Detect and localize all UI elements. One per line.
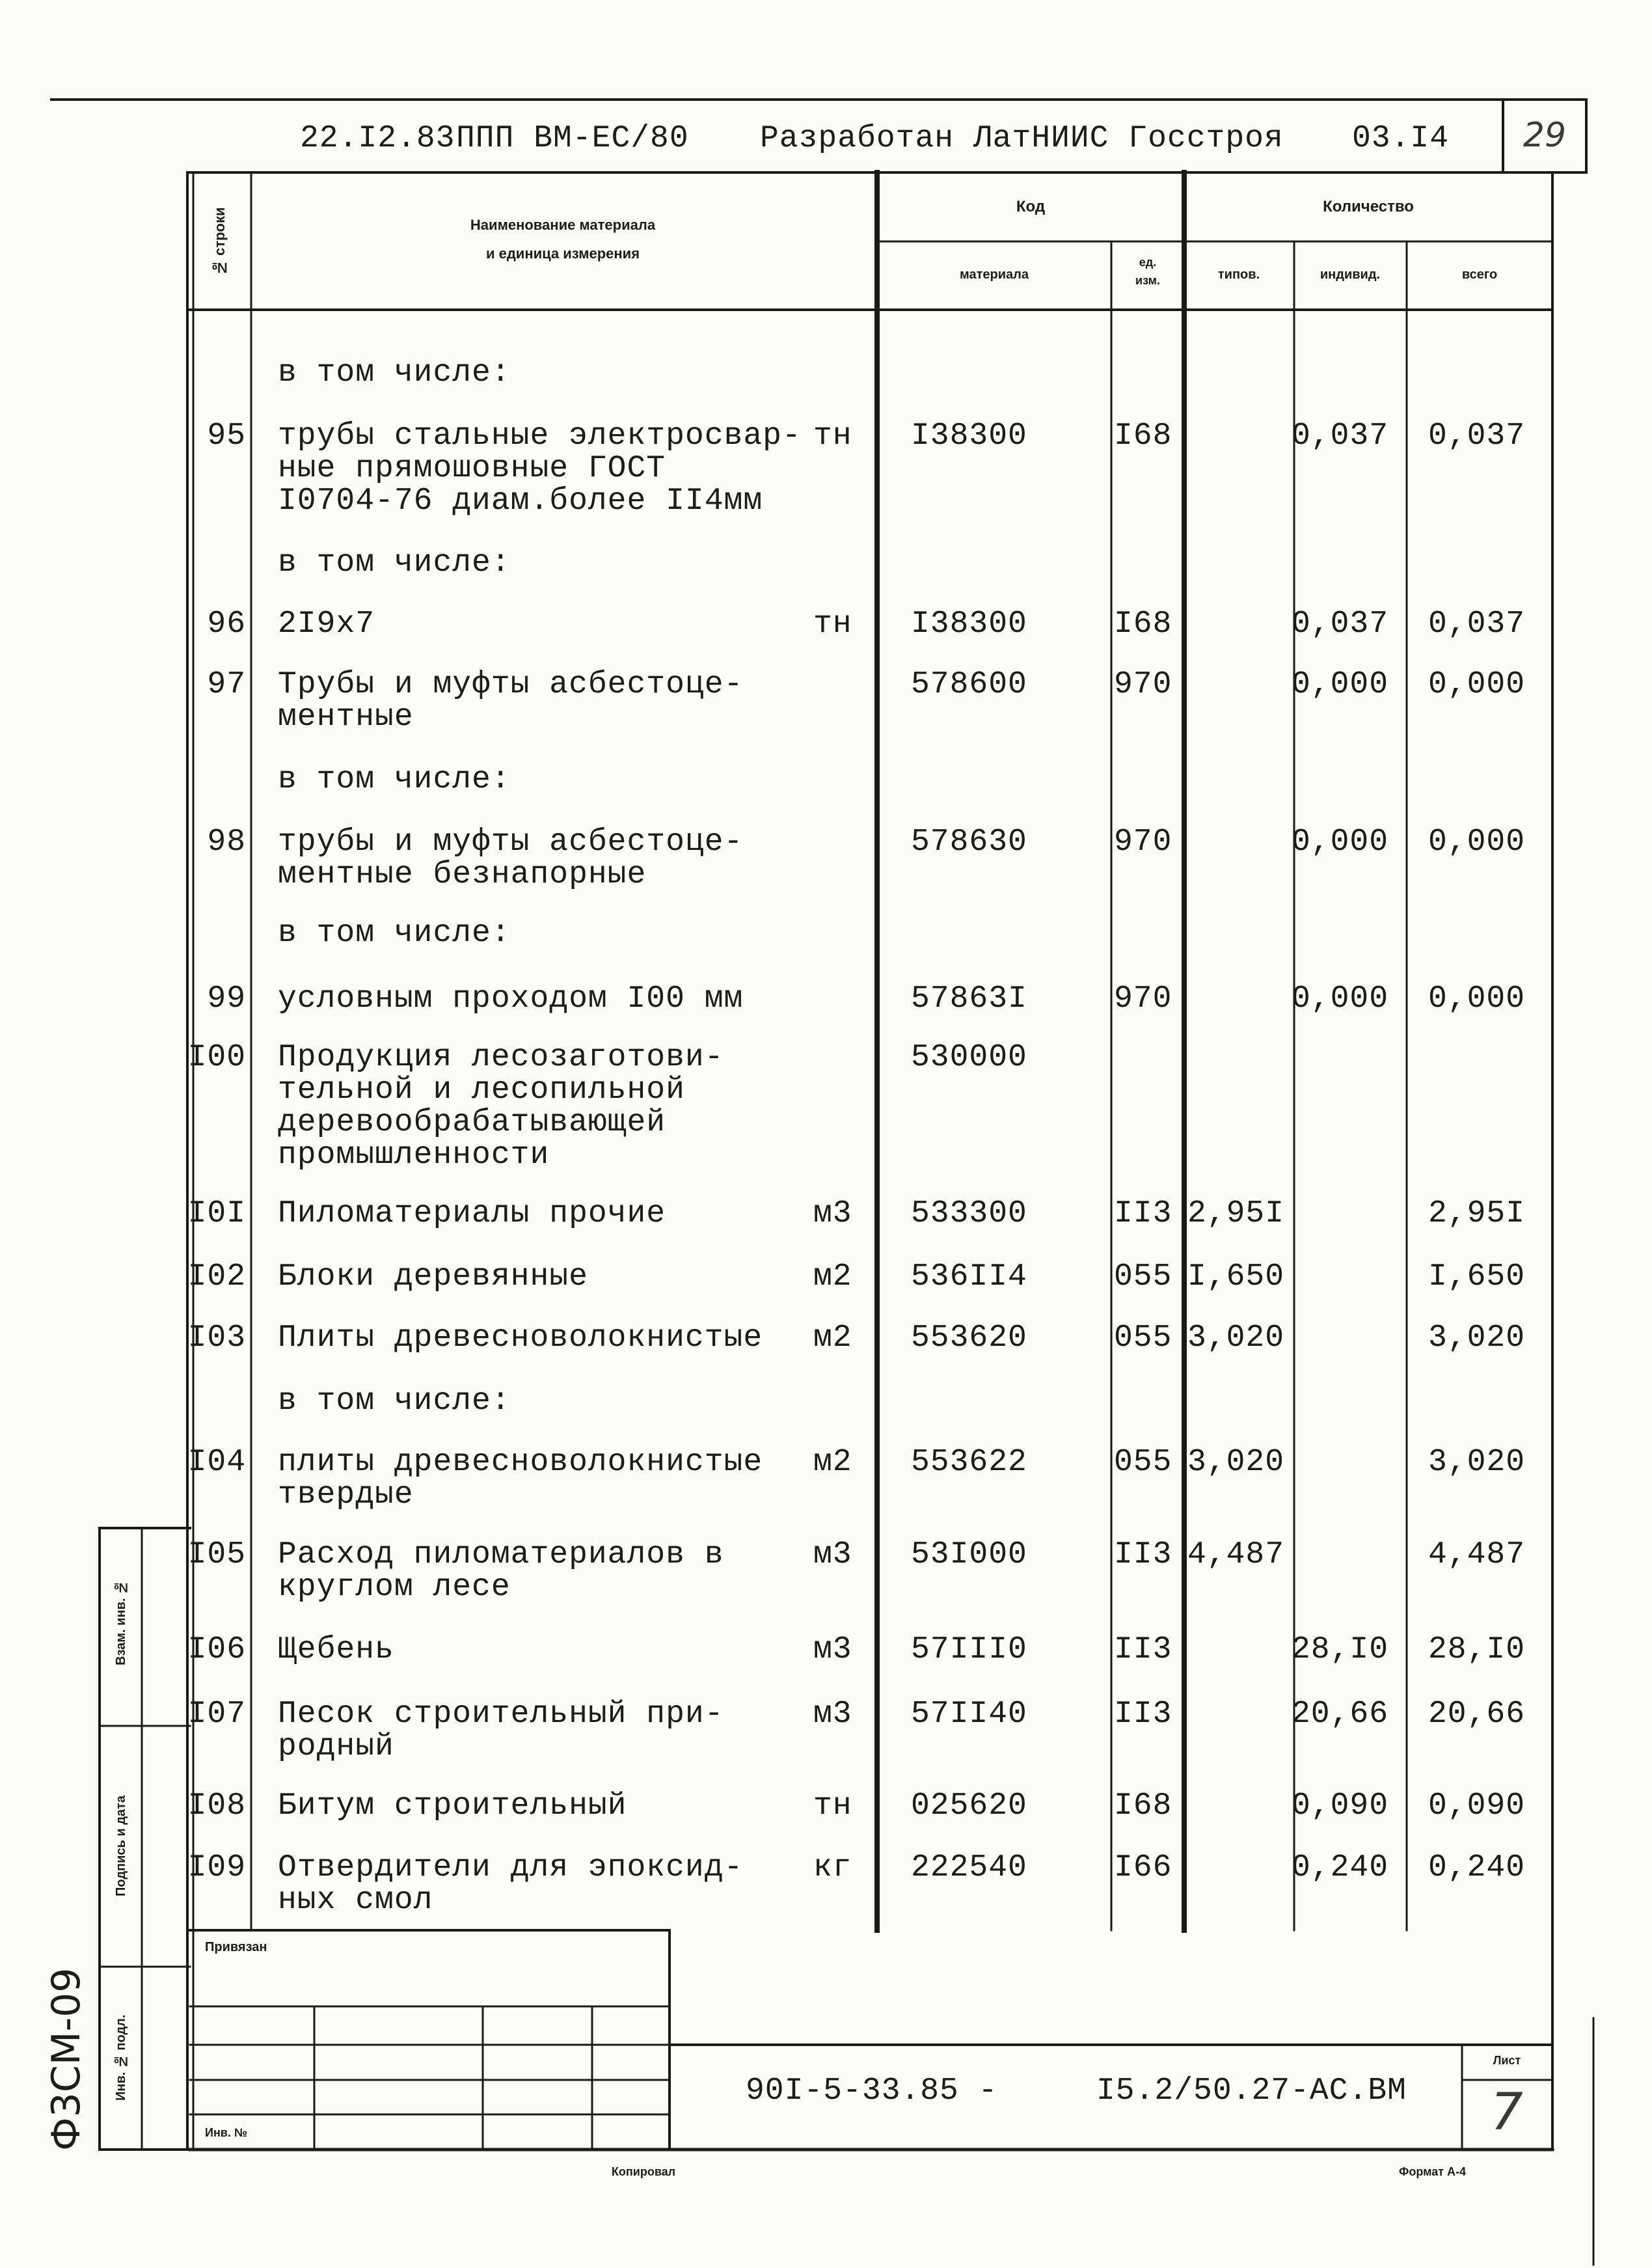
material-code: I38300	[911, 607, 1027, 642]
col-header-typical: типов.	[1217, 267, 1260, 282]
row-number: 99	[207, 981, 246, 1017]
quantity-individual: 28,I0	[1292, 1632, 1389, 1667]
row-number: I09	[187, 1850, 246, 1885]
quantity-total: 0,240	[1428, 1850, 1526, 1885]
material-name-line: ментные безнапорные	[278, 857, 647, 892]
material-name-line: ных смол	[278, 1883, 433, 1918]
row-number: I03	[187, 1320, 246, 1356]
strip-inv-no-orig: Инв. № подл.	[114, 2014, 128, 2101]
quantity-total: 28,I0	[1428, 1632, 1526, 1667]
table-row	[0, 1697, 1652, 1764]
quantity-total: 0,000	[1428, 981, 1526, 1017]
form-code: Ф3СМ-09	[44, 1967, 89, 2151]
row-number: I07	[187, 1697, 246, 1732]
quantity-individual: 0,090	[1292, 1788, 1389, 1824]
col-header-name-line2: и единица измерения	[485, 245, 640, 262]
table-row	[0, 1445, 1652, 1512]
quantity-total: 0,037	[1428, 607, 1526, 642]
material-code: 53I000	[911, 1537, 1027, 1572]
material-code: 57II40	[911, 1697, 1027, 1732]
quantity-total: 0,000	[1428, 667, 1526, 702]
row-number: I04	[187, 1445, 246, 1480]
unit-code: 055	[1114, 1320, 1172, 1356]
material-name-line: плиты древесноволокнистые	[278, 1445, 763, 1480]
unit-code: I66	[1114, 1850, 1172, 1885]
material-name-line: твердые	[278, 1477, 414, 1512]
material-name-line: Отвердители для эпоксид-	[278, 1850, 744, 1885]
unit-of-measure: м3	[813, 1537, 852, 1572]
col-header-total: всего	[1461, 267, 1498, 282]
material-code: 025620	[911, 1788, 1027, 1824]
including-heading-row	[0, 916, 1652, 951]
material-code: I38300	[911, 418, 1027, 454]
col-header-row-number: № строки	[211, 207, 228, 276]
quantity-individual: 0,240	[1292, 1850, 1389, 1885]
quantity-typical: 2,95I	[1187, 1196, 1285, 1231]
material-code: 578600	[911, 667, 1027, 702]
quantity-total: 0,037	[1428, 418, 1526, 454]
quantity-individual: 0,000	[1292, 825, 1389, 860]
material-name-line: круглом лесе	[278, 1570, 511, 1605]
header-date: 22.I2.83	[300, 121, 455, 156]
strip-replace-inv: Взам. инв. №	[114, 1580, 128, 1666]
material-name-line: промышленности	[278, 1138, 550, 1173]
unit-of-measure: м3	[813, 1697, 852, 1732]
material-name-line: родный	[278, 1729, 394, 1764]
material-code: 530000	[911, 1040, 1027, 1075]
material-name-line: Продукция лесозаготови-	[278, 1040, 724, 1075]
table-row	[0, 1632, 1652, 1667]
material-name-line: Битум строительный	[278, 1788, 627, 1824]
quantity-total: 4,487	[1428, 1537, 1526, 1572]
material-code: 536II4	[911, 1259, 1027, 1294]
quantity-total: 0,090	[1428, 1788, 1526, 1824]
material-name-line: трубы и муфты асбестоце-	[278, 825, 744, 860]
quantity-total: 3,020	[1428, 1320, 1526, 1356]
unit-code: I68	[1114, 607, 1172, 642]
including-heading: в том числе:	[278, 762, 511, 797]
unit-code: I68	[1114, 1788, 1172, 1824]
material-name-line: трубы стальные электросвар-	[278, 418, 802, 454]
row-number: I05	[187, 1537, 246, 1572]
material-name-line: Песок строительный при-	[278, 1697, 724, 1732]
unit-code: II3	[1114, 1632, 1172, 1667]
quantity-total: 2,95I	[1428, 1196, 1526, 1231]
unit-code: 970	[1114, 825, 1172, 860]
unit-code: II3	[1114, 1196, 1172, 1231]
quantity-total: 0,000	[1428, 825, 1526, 860]
sheet-value: 7	[1491, 2083, 1523, 2142]
unit-of-measure: м2	[813, 1259, 852, 1294]
row-number: I08	[187, 1788, 246, 1824]
unit-of-measure: м2	[813, 1445, 852, 1480]
col-header-individual: индивид.	[1320, 267, 1381, 282]
unit-code: 970	[1114, 981, 1172, 1017]
quantity-typical: 4,487	[1187, 1537, 1285, 1572]
title-block-lines	[190, 1930, 1552, 2150]
including-heading: в том числе:	[278, 916, 511, 951]
material-name-line: тельной и лесопильной	[278, 1073, 685, 1108]
material-code: 553620	[911, 1320, 1027, 1356]
material-name-line: Плиты древесноволокнистые	[278, 1320, 763, 1356]
quantity-total: 3,020	[1428, 1445, 1526, 1480]
row-number: 98	[207, 825, 246, 860]
unit-of-measure: м3	[813, 1632, 852, 1667]
material-name-line: ные прямошовные ГОСТ	[278, 451, 666, 486]
table-row	[0, 667, 1652, 735]
material-name-line: Трубы и муфты асбестоце-	[278, 667, 744, 702]
col-header-material: материала	[959, 267, 1029, 282]
header-system: ППП ВМ-ЕС/80	[456, 121, 689, 156]
col-header-name-line1: Наименование материала	[470, 217, 656, 233]
unit-of-measure: кг	[813, 1850, 852, 1885]
quantity-individual: 0,000	[1292, 667, 1389, 702]
sheet-number: 29	[1523, 116, 1567, 155]
unit-code: I68	[1114, 418, 1172, 454]
material-name-line: I0704-76 диам.более II4мм	[278, 484, 763, 519]
unit-code: 970	[1114, 667, 1172, 702]
quantity-individual: 0,037	[1292, 607, 1389, 642]
unit-of-measure: тн	[813, 418, 852, 454]
material-name-line: деревообрабатывающей	[278, 1105, 666, 1140]
material-name-line: Щебень	[278, 1632, 394, 1667]
material-code: 533300	[911, 1196, 1027, 1231]
material-name-line: 2I9x7	[278, 607, 375, 642]
material-name-line: Пиломатериалы прочие	[278, 1196, 666, 1231]
unit-code: 055	[1114, 1259, 1172, 1294]
document-code: 90I-5-33.85 -	[746, 2073, 998, 2109]
col-header-unit-line2: изм.	[1135, 274, 1160, 287]
row-number: I02	[187, 1259, 246, 1294]
header-developer: Разработан ЛатНИИС Госстроя	[760, 121, 1284, 156]
col-header-unit-line1: ед.	[1139, 256, 1157, 269]
stamp-inv-no-label: Инв. №	[205, 2126, 247, 2139]
quantity-typical: 3,020	[1187, 1445, 1285, 1480]
material-code: 578630	[911, 825, 1027, 860]
table-row	[0, 1537, 1652, 1605]
unit-code: II3	[1114, 1537, 1172, 1572]
material-code: 222540	[911, 1850, 1027, 1885]
unit-of-measure: м3	[813, 1196, 852, 1231]
material-code: 57863I	[911, 981, 1027, 1017]
sheet-label: Лист	[1493, 2054, 1521, 2067]
row-number: I00	[187, 1040, 246, 1075]
col-header-quantity: Количество	[1323, 198, 1414, 215]
material-code: 57III0	[911, 1632, 1027, 1667]
material-code: 553622	[911, 1445, 1027, 1480]
format-label: Формат А-4	[1399, 2165, 1467, 2178]
stamp-attached-label: Привязан	[205, 1940, 267, 1954]
quantity-individual: 0,000	[1292, 981, 1389, 1017]
quantity-total: 20,66	[1428, 1697, 1526, 1732]
including-heading: в том числе:	[278, 545, 511, 581]
unit-of-measure: м2	[813, 1320, 852, 1356]
material-name-line: Блоки деревянные	[278, 1259, 588, 1294]
copied-label: Копировал	[611, 2165, 676, 2178]
table-row	[0, 825, 1652, 892]
quantity-individual: 0,037	[1292, 418, 1389, 454]
table-row	[0, 1196, 1652, 1231]
including-heading-row	[0, 762, 1652, 797]
table-row	[0, 1850, 1652, 1918]
including-heading: в том числе:	[278, 355, 511, 390]
unit-code: II3	[1114, 1697, 1172, 1732]
unit-of-measure: тн	[813, 1788, 852, 1824]
table-row	[0, 1040, 1652, 1173]
unit-code: 055	[1114, 1445, 1172, 1480]
row-number: 96	[207, 607, 246, 642]
including-heading-row	[0, 1384, 1652, 1419]
material-name-line: ментные	[278, 700, 414, 735]
quantity-total: I,650	[1428, 1259, 1526, 1294]
material-name-line: условным проходом I00 мм	[278, 981, 744, 1017]
quantity-typical: I,650	[1187, 1259, 1285, 1294]
row-number: I0I	[187, 1196, 246, 1231]
row-number: 95	[207, 418, 246, 454]
including-heading: в том числе:	[278, 1384, 511, 1419]
row-number: I06	[187, 1632, 246, 1667]
header-section: 03.I4	[1352, 121, 1450, 156]
row-number: 97	[207, 667, 246, 702]
material-name-line: Расход пиломатериалов в	[278, 1537, 724, 1572]
quantity-typical: 3,020	[1187, 1320, 1285, 1356]
document-designation: I5.2/50.27-АС.ВМ	[1096, 2073, 1407, 2109]
col-header-code: Код	[1016, 198, 1046, 215]
strip-signature-date: Подпись и дата	[114, 1796, 128, 1897]
quantity-individual: 20,66	[1292, 1697, 1389, 1732]
unit-of-measure: тн	[813, 607, 852, 642]
